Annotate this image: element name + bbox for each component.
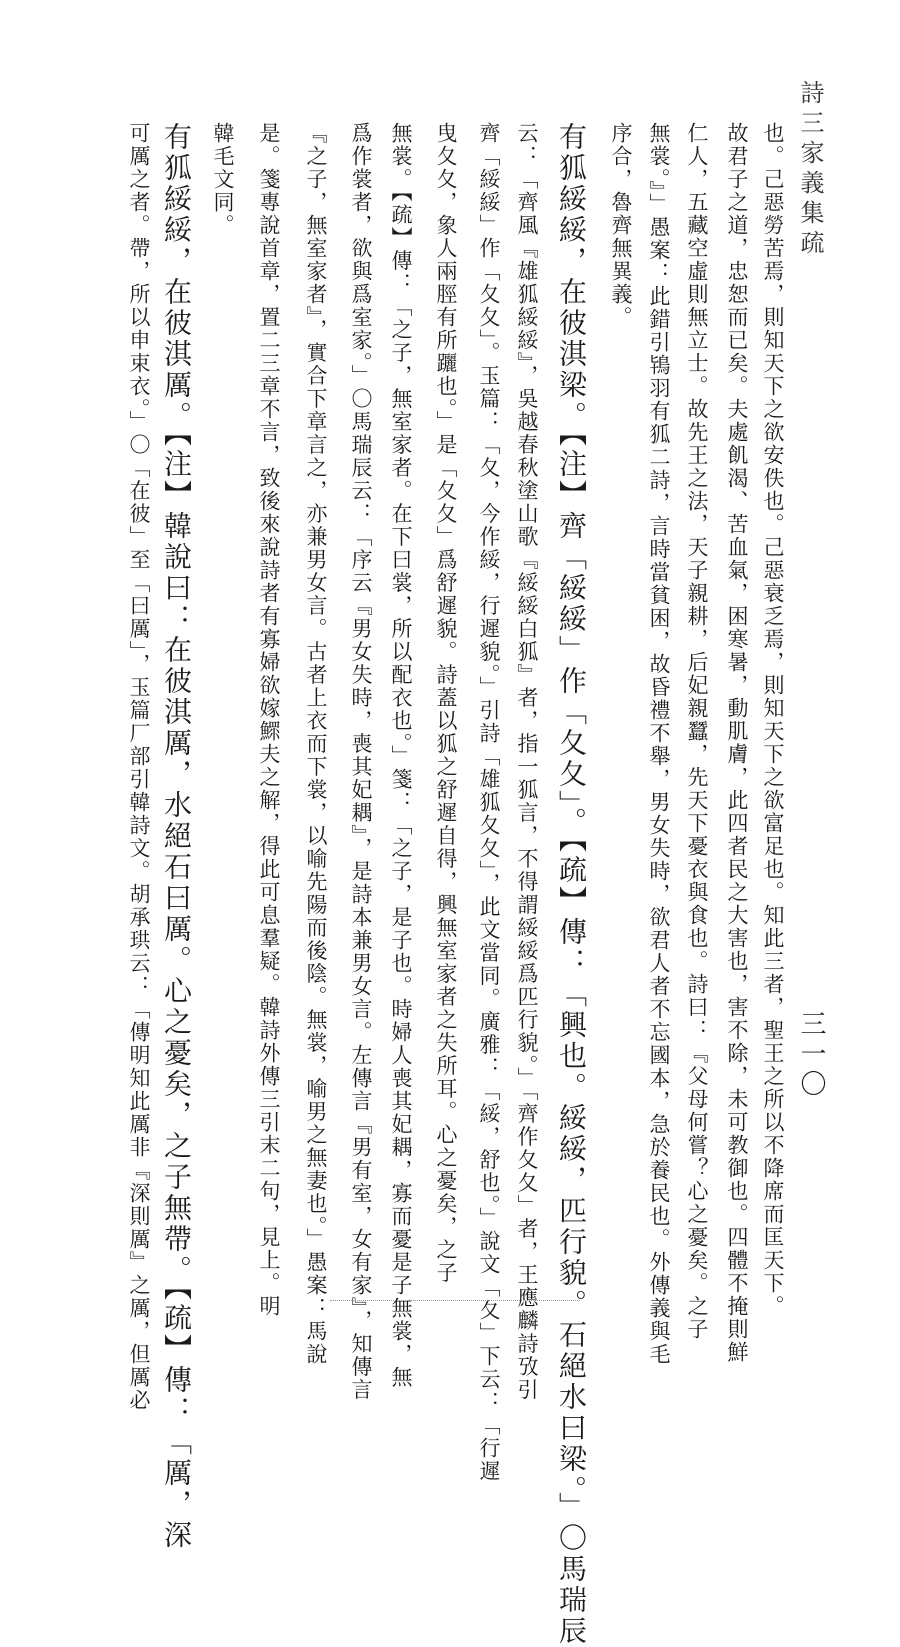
text-column: 無裳。』」愚案：此錯引鴇羽有狐二詩，言時當貧困，故昏禮不舉，男女失時，欲君人者不忘國本，急於養民也。外傳義與毛 [647,122,671,1366]
running-title: 詩三家義集疏 [796,80,824,260]
text-column: 齊「綏綏」作「夂夂」。玉篇：「夂，今作綏，行遲貌。」引詩「雄狐夂夂」，此文當同。廣雅：「綏，舒也。」說文「夂」下云：「行遲 [477,122,501,1483]
print-artifact-divider [330,1300,580,1305]
text-column: 故君子之道，忠恕而已矣。夫處飢渴、苦血氣，困寒暑，動肌膚，此四者民之大害也，害不除，未可教御也。四體不掩則鮮 [725,122,749,1364]
text-column: 曳夂夂，象人兩脛有所躧也。」是「夂夂」爲舒遲貌。詩蓋以狐之舒遲自得，興無室家者之失所耳。心之憂矣，之子 [434,122,458,1285]
text-column: 『之子，無室家者』，實合下章言之，亦兼男女言。古者上衣而下裳，以喻先陽而後陰。無裳，喻男之無妻也。」愚案：馬說 [304,122,328,1366]
text-column: 無裳。【疏】傳：「之子，無室家者。在下曰裳，所以配衣也。」箋：「之子，是子也。時婦人喪其妃耦，寡而憂是子無裳，無 [389,122,413,1389]
text-column: 也。己惡勞苦焉，則知天下之欲安佚也。己惡衰乏焉，則知天下之欲富足也。知此三者，聖王之所以不降席而匡天下。 [761,122,785,1318]
verse-column: 有狐綏綏，在彼淇厲。【注】韓說曰：在彼淇厲，水絕石曰厲。心之憂矣，之子無帶。【疏】傳：「厲，深 [160,122,193,1551]
text-column: 可厲之者。帶，所以申束衣。」〇「在彼」至「曰厲」，玉篇厂部引韓詩文。胡承珙云：「傳明知此厲非『深則厲』之厲，但厲必 [127,122,151,1412]
text-column: 云：「齊風『雄狐綏綏』，吳越春秋塗山歌『綏綏白狐』者，指一狐言，不得謂綏綏爲匹行貌。」「齊作夂夂」者，王應麟詩攷引 [515,122,539,1402]
verse-column: 有狐綏綏，在彼淇梁。【注】齊「綏綏」作「夂夂」。【疏】傳：「興也。綏綏，匹行貌。石絕水曰梁。」〇馬瑞辰 [555,122,588,1647]
text-column: 爲作裳者，欲與爲室家。」〇馬瑞辰云：「序云『男女失時，喪其妃耦』，是詩本兼男女言。左傳言『男有室，女有家』，知傳言 [349,122,373,1402]
text-column: 韓毛文同。 [211,122,235,237]
page-number: 三一〇 [796,1010,826,1100]
text-column: 仁人，五藏空虛則無立士。故先王之法，天子親耕，后妃親蠶，先天下憂衣與食也。詩曰：『父母何嘗？心之憂矣。之子 [685,122,709,1341]
text-column: 是。箋專說首章，置二三章不言，致後來說詩者有寡婦欲嫁鰥夫之解，得此可息羣疑。韓詩外傳三引末二句，見上。明 [257,122,281,1318]
text-column: 序合，魯齊無異義。 [609,122,633,329]
